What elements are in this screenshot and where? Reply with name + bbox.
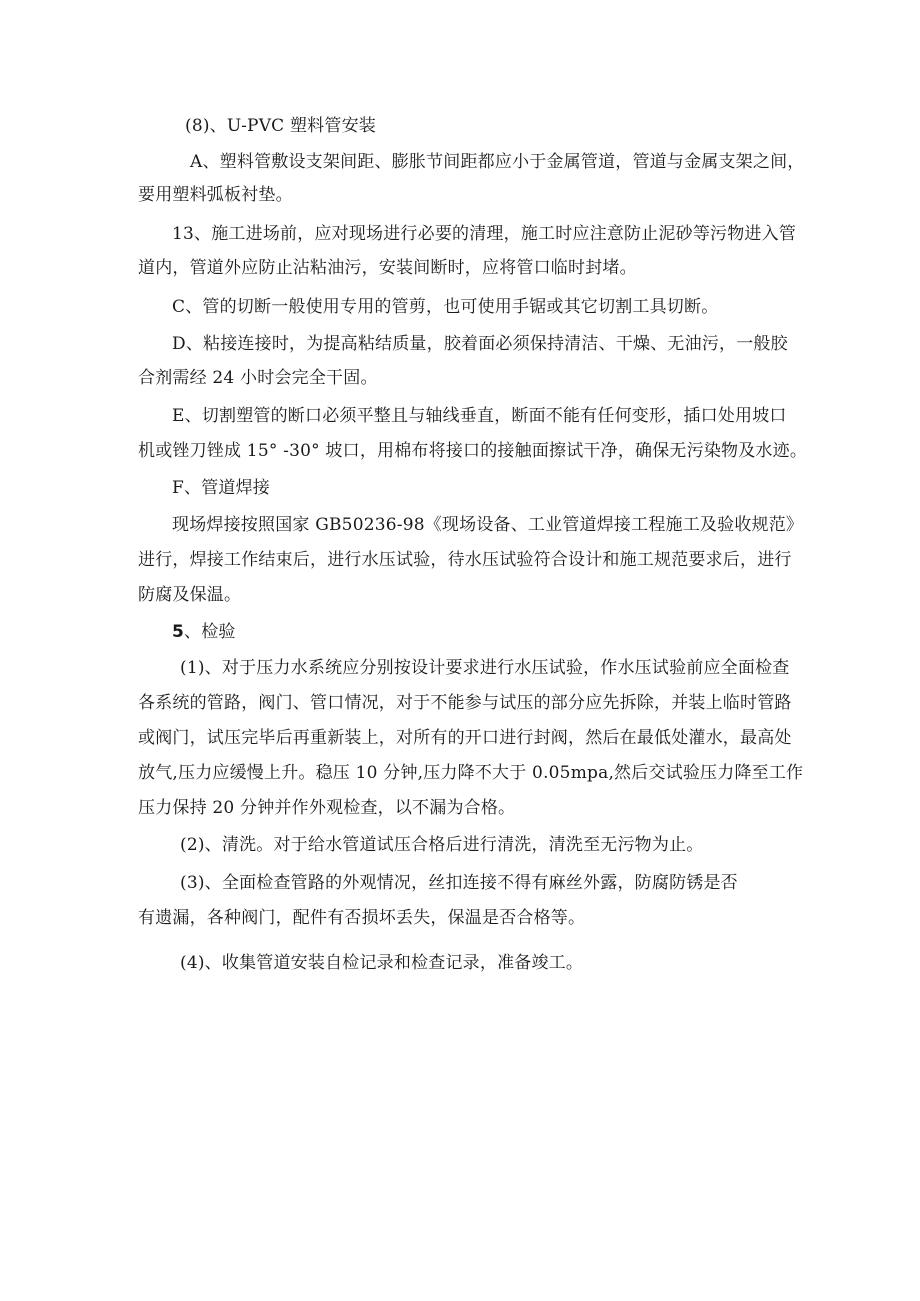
item-1-line-2: 各系统的管路，阀门、管口情况，对于不能参与试压的部分应先拆除，并装上临时管路 [138,693,792,713]
paragraph-d-line-2: 合剂需经 24 小时会完全干固。 [138,368,378,388]
item-3-line-1: (3)、全面检查管路的外观情况，丝扣连接不得有麻丝外露，防腐防锈是否 [180,873,738,893]
paragraph-d-line-1: D、粘接连接时，为提高粘结质量，胶着面必须保持清洁、干燥、无油污，一般胶 [172,334,788,354]
paragraph-f-line-1: 现场焊接按照国家 GB50236-98《现场设备、工业管道焊接工程施工及验收规范》 [172,515,804,535]
heading-pipe-welding: F、管道焊接 [172,478,270,498]
paragraph-e-line-2: 机或锉刀锉成 15° -30° 坡口，用棉布将接口的接触面擦试干净，确保无污染物及水迹。 [138,441,808,461]
paragraph-a-line-2: 要用塑料弧板衬垫。 [138,185,293,205]
item-1-line-4: 放气,压力应缓慢上升。稳压 10 分钟,压力降不大于 0.05mpa,然后交试验压力降至工作 [138,763,804,783]
paragraph-13-line-2: 道内，管道外应防止沾粘油污，安装间断时，应将管口临时封堵。 [138,258,637,278]
paragraph-f-line-3: 防腐及保温。 [138,585,242,605]
item-2-line-1: (2)、清洗。对于给水管道试压合格后进行清洗，清洗至无污物为止。 [180,835,704,855]
item-1-line-5: 压力保持 20 分钟并作外观检查，以不漏为合格。 [138,798,516,818]
item-3-line-2: 有遗漏，各种阀门，配件有否损坏丢失，保温是否合格等。 [138,908,586,928]
item-1-line-1: (1)、对于压力水系统应分别按设计要求进行水压试验，作水压试验前应全面检查 [180,658,790,678]
section-number: 5 [172,622,185,642]
paragraph-13-line-1: 13、施工进场前，应对现场进行必要的清理，施工时应注意防止泥砂等污物进入管 [172,224,797,244]
heading-upvc-installation: (8)、U-PVC 塑料管安装 [185,116,376,136]
paragraph-e-line-1: E、切割塑管的断口必须平整且与轴线垂直，断面不能有任何变形，插口处用坡口 [172,406,787,426]
section-title: 、检验 [184,622,236,642]
paragraph-a-line-1: A、塑料管敷设支架间距、膨胀节间距都应小于金属管道，管道与金属支架之间， [190,152,805,172]
section-heading-inspection [172,621,236,643]
paragraph-c-line-1: C、管的切断一般使用专用的管剪，也可使用手锯或其它切割工具切断。 [172,297,719,317]
paragraph-f-line-2: 进行，焊接工作结束后，进行水压试验，待水压试验符合设计和施工规范要求后，进行 [138,550,792,570]
item-1-line-3: 或阀门，试压完毕后再重新装上，对所有的开口进行封阀，然后在最低处灌水，最高处 [138,728,792,748]
item-4-line-1: (4)、收集管道安装自检记录和检查记录，准备竣工。 [180,953,584,973]
